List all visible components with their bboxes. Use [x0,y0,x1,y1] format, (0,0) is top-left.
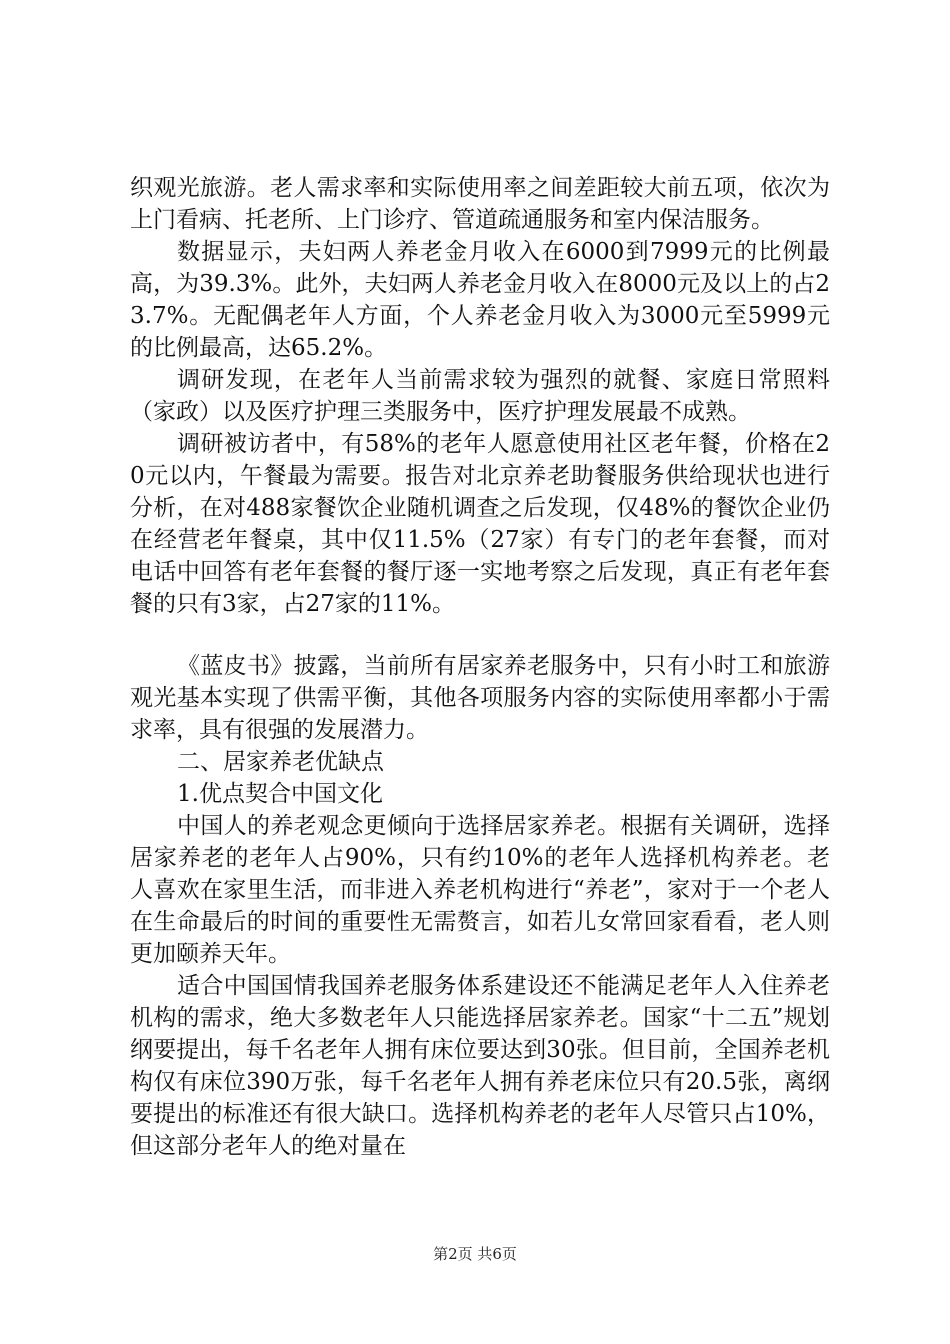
document-body [130,172,830,1162]
paragraph-blue-book: 《蓝皮书》披露，当前所有居家养老服务中，只有小时工和旅游观光基本实现了供需平衡，其他各项服务内容的实际使用率都小于需求率，具有很强的发展潜力。 [130,653,830,743]
paragraph-culture: 中国人的养老观念更倾向于选择居家养老。根据有关调研，选择居家养老的老年人占90%，只有约10%的老年人选择机构养老。老人喜欢在家里生活，而非进入养老机构进行“养老”，家对于一个老人在生命最后的时间的重要性无需赘言，如若儿女常回家看看，老人则更加颐养天年。 [130,813,830,967]
page-footer: 第2页 共6页 [433,1245,517,1263]
paragraph-medical-care: 调研发现，在老年人当前需求较为强烈的就餐、家庭日常照料（家政）以及医疗护理三类服务中，医疗护理发展最不成熟。 [130,367,830,425]
paragraph-pension-income: 数据显示，夫妇两人养老金月收入在6000到7999元的比例最高，为39.3%。此外，夫妇两人养老金月收入在8000元及以上的占23.7%。无配偶老年人方面，个人养老金月收入为3000元至5999元的比例最高，达65.2%。 [130,239,830,361]
paragraph-meal-service: 调研被访者中，有58%的老年人愿意使用社区老年餐，价格在20元以内，午餐最为需要。报告对北京养老助餐服务供给现状也进行分析，在对488家餐饮企业随机调查之后发现，仅48%的餐饮企业仍在经营老年餐桌，其中仅11.5%（27家）有专门的老年套餐，而对电话中回答有老年套餐的餐厅逐一实地考察之后发现，真正有老年套餐的只有3家，占27家的11%。 [130,431,830,617]
paragraph-national-conditions: 适合中国国情我国养老服务体系建设还不能满足老年人入住养老机构的需求，绝大多数老年人只能选择居家养老。国家“十二五”规划纲要提出，每千名老年人拥有床位要达到30张。但目前，全国养老机构仅有床位390万张，每千名老年人拥有养老床位只有20.5张，离纲要提出的标准还有很大缺口。选择机构养老的老年人尽管只占10%，但这部分老年人的绝对量在 [130,973,830,1159]
section-heading: 二、居家养老优缺点 [177,749,384,775]
subsection-heading: 1.优点契合中国文化 [177,781,383,807]
paragraph-continuation: 织观光旅游。老人需求率和实际使用率之间差距较大前五项，依次为上门看病、托老所、上门诊疗、管道疏通服务和室内保洁服务。 [130,175,830,233]
